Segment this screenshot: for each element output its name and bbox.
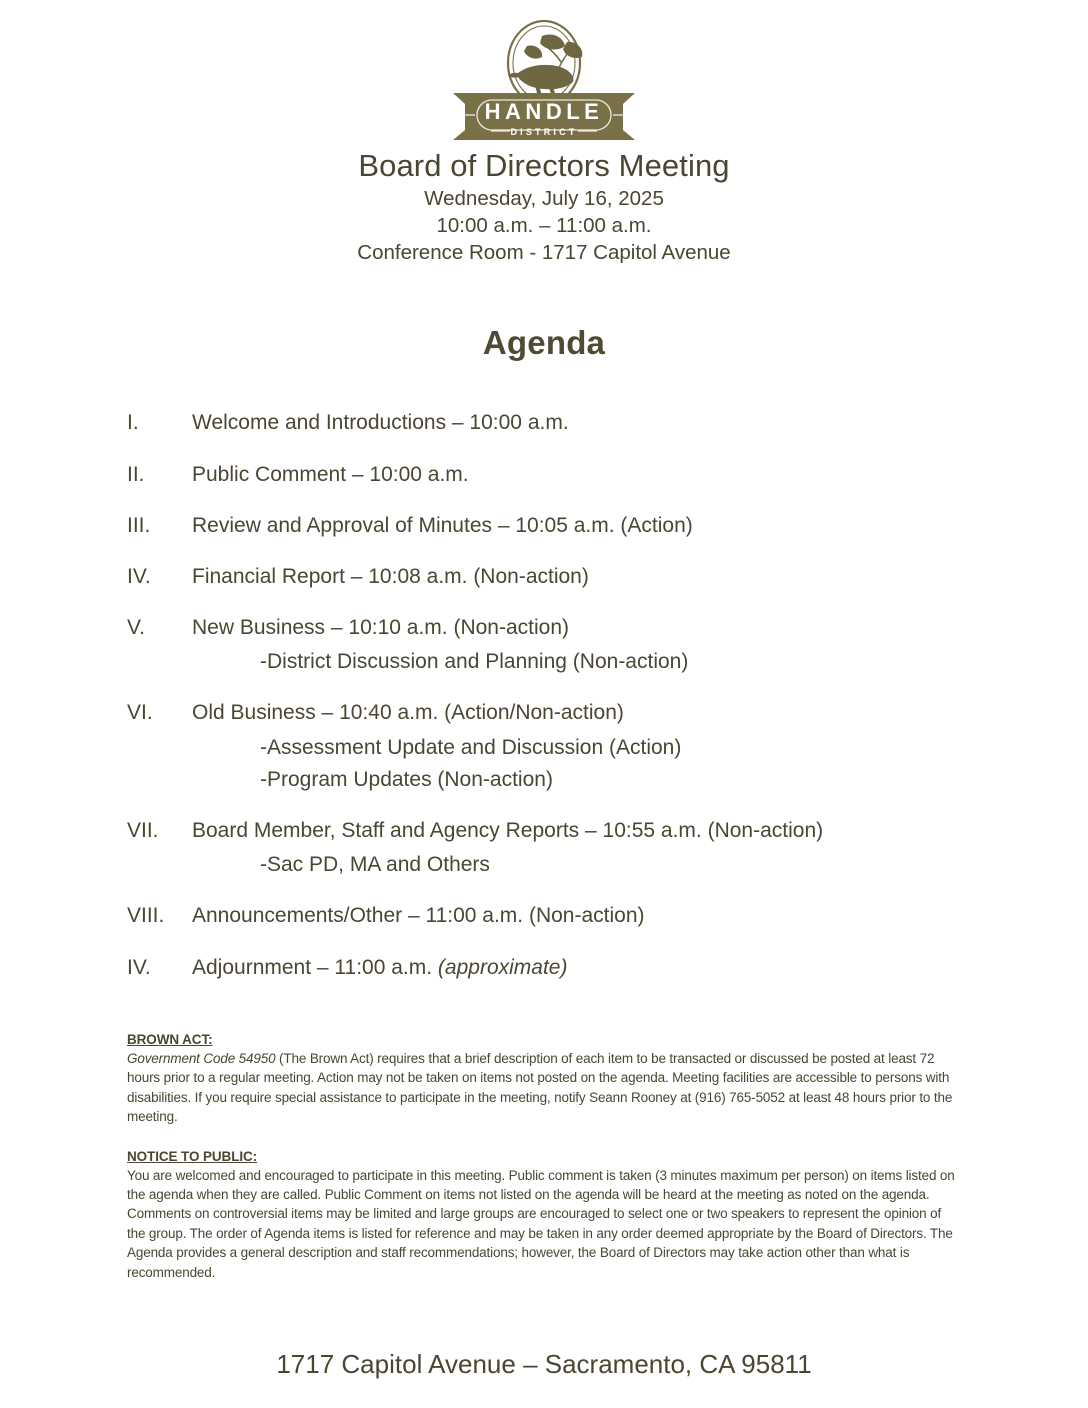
agenda-item-numeral: IV.	[127, 955, 151, 979]
agenda-subitem: -Sac PD, MA and Others	[260, 853, 490, 877]
agenda-list	[0, 410, 1088, 979]
agenda-item-numeral: V.	[127, 616, 145, 640]
agenda-heading: Agenda	[482, 324, 606, 362]
notice-to-public-heading: NOTICE TO PUBLIC:	[127, 1148, 258, 1164]
agenda-item-text	[192, 513, 1048, 538]
agenda-item	[127, 615, 1048, 674]
agenda-item-label: Public Comment – 10:00 a.m.	[192, 462, 469, 486]
agenda-item-numeral: III.	[127, 513, 151, 537]
agenda-item-text	[192, 903, 1048, 928]
agenda-item-label: Adjournment – 11:00 a.m.	[192, 955, 438, 979]
agenda-item-text	[192, 564, 1048, 589]
agenda-item	[127, 818, 1048, 877]
agenda-item-label: Board Member, Staff and Agency Reports – 10:55 a.m. (Non-action)	[192, 819, 824, 843]
agenda-item	[127, 462, 1048, 487]
logo-subword: DISTRICT	[510, 127, 578, 137]
agenda-item-numeral: VII.	[127, 819, 159, 843]
meeting-time: 10:00 a.m. – 11:00 a.m.	[436, 213, 652, 237]
agenda-item	[127, 955, 1048, 980]
agenda-item-body	[192, 410, 1048, 435]
notes-section	[0, 1032, 1088, 1282]
brown-act-body	[127, 1049, 960, 1127]
agenda-item-numeral: I.	[127, 411, 139, 435]
agenda-item-label: Announcements/Other – 11:00 a.m. (Non-action)	[192, 904, 645, 928]
brown-act-text: (The Brown Act) requires that a brief description of each item to be transacted or discussed be posted at least 72 hours prior to a regular meeting. Action may not be taken on items not posted on the agenda. Meeting facilities are accessible to persons with disabilities. If you require special assistance to participate in the meeting, notify Seann Rooney at (916) 765-5052 at least 48 hours prior to the meeting.	[127, 1050, 953, 1125]
brown-act-block	[127, 1032, 960, 1127]
agenda-item-numeral: VI.	[127, 701, 153, 725]
brown-act-citation: Government Code 54950	[127, 1050, 276, 1066]
handle-district-logo	[439, 18, 649, 140]
meeting-date: Wednesday, July 16, 2025	[424, 186, 664, 210]
meeting-location: Conference Room - 1717 Capitol Avenue	[357, 241, 731, 265]
agenda-item-body	[192, 462, 1048, 487]
page-title: Board of Directors Meeting	[358, 148, 730, 183]
agenda-item	[127, 564, 1048, 589]
agenda-item-text	[192, 700, 1048, 725]
agenda-item	[127, 513, 1048, 538]
agenda-item-label: Old Business – 10:40 a.m. (Action/Non-action)	[192, 701, 624, 725]
agenda-subitem: -District Discussion and Planning (Non-action)	[260, 650, 689, 674]
document-header	[0, 148, 1088, 266]
agenda-item-label: Review and Approval of Minutes – 10:05 a.m. (Action)	[192, 513, 693, 537]
logo-wordmark: HANDLE	[484, 99, 604, 124]
agenda-item-body	[192, 903, 1048, 928]
agenda-item-text	[192, 410, 1048, 435]
agenda-item-body	[192, 955, 1048, 980]
brown-act-heading: BROWN ACT:	[127, 1031, 213, 1047]
agenda-item-body	[192, 513, 1048, 538]
agenda-item-label: Financial Report – 10:08 a.m. (Non-action)	[192, 564, 589, 588]
agenda-item-label: New Business – 10:10 a.m. (Non-action)	[192, 616, 570, 640]
agenda-item-text	[192, 615, 1048, 640]
notice-to-public-block	[127, 1149, 960, 1283]
agenda-item-label: Welcome and Introductions – 10:00 a.m.	[192, 411, 569, 435]
agenda-item-numeral: II.	[127, 462, 145, 486]
agenda-item-note: (approximate)	[437, 955, 568, 979]
logo-block	[0, 0, 1088, 140]
agenda-item-text	[192, 818, 1048, 843]
agenda-item-numeral: IV.	[127, 564, 151, 588]
agenda-item	[127, 903, 1048, 928]
agenda-item-text	[192, 955, 1048, 980]
footer-address: 1717 Capitol Avenue – Sacramento, CA 95811	[276, 1349, 812, 1379]
agenda-item-body	[192, 818, 1048, 877]
agenda-subitem: -Assessment Update and Discussion (Action)	[260, 735, 682, 759]
logo-svg	[439, 18, 649, 140]
agenda-item	[127, 700, 1048, 792]
agenda-item-numeral: VIII.	[127, 904, 165, 928]
agenda-subitem: -Program Updates (Non-action)	[260, 767, 553, 791]
agenda-item-body	[192, 564, 1048, 589]
agenda-item-text	[192, 462, 1048, 487]
agenda-item	[127, 410, 1048, 435]
notice-to-public-body: You are welcomed and encouraged to participate in this meeting. Public comment is taken (3 minutes maximum per person) on items listed on the agenda when they are called. Public Comment on items not listed on the agenda will be heard at the meeting as noted on the agenda. Comments on controversial items may be limited and large groups are encouraged to select one or two speakers to represent the opinion of the group. The order of Agenda items is listed for reference and may be taken in any order deemed appropriate by the Board of Directors. The Agenda provides a general description and staff recommendations; however, the Board of Directors may take action other than what is recommended.	[127, 1167, 955, 1280]
agenda-item-body	[192, 700, 1048, 792]
agenda-item-body	[192, 615, 1048, 674]
